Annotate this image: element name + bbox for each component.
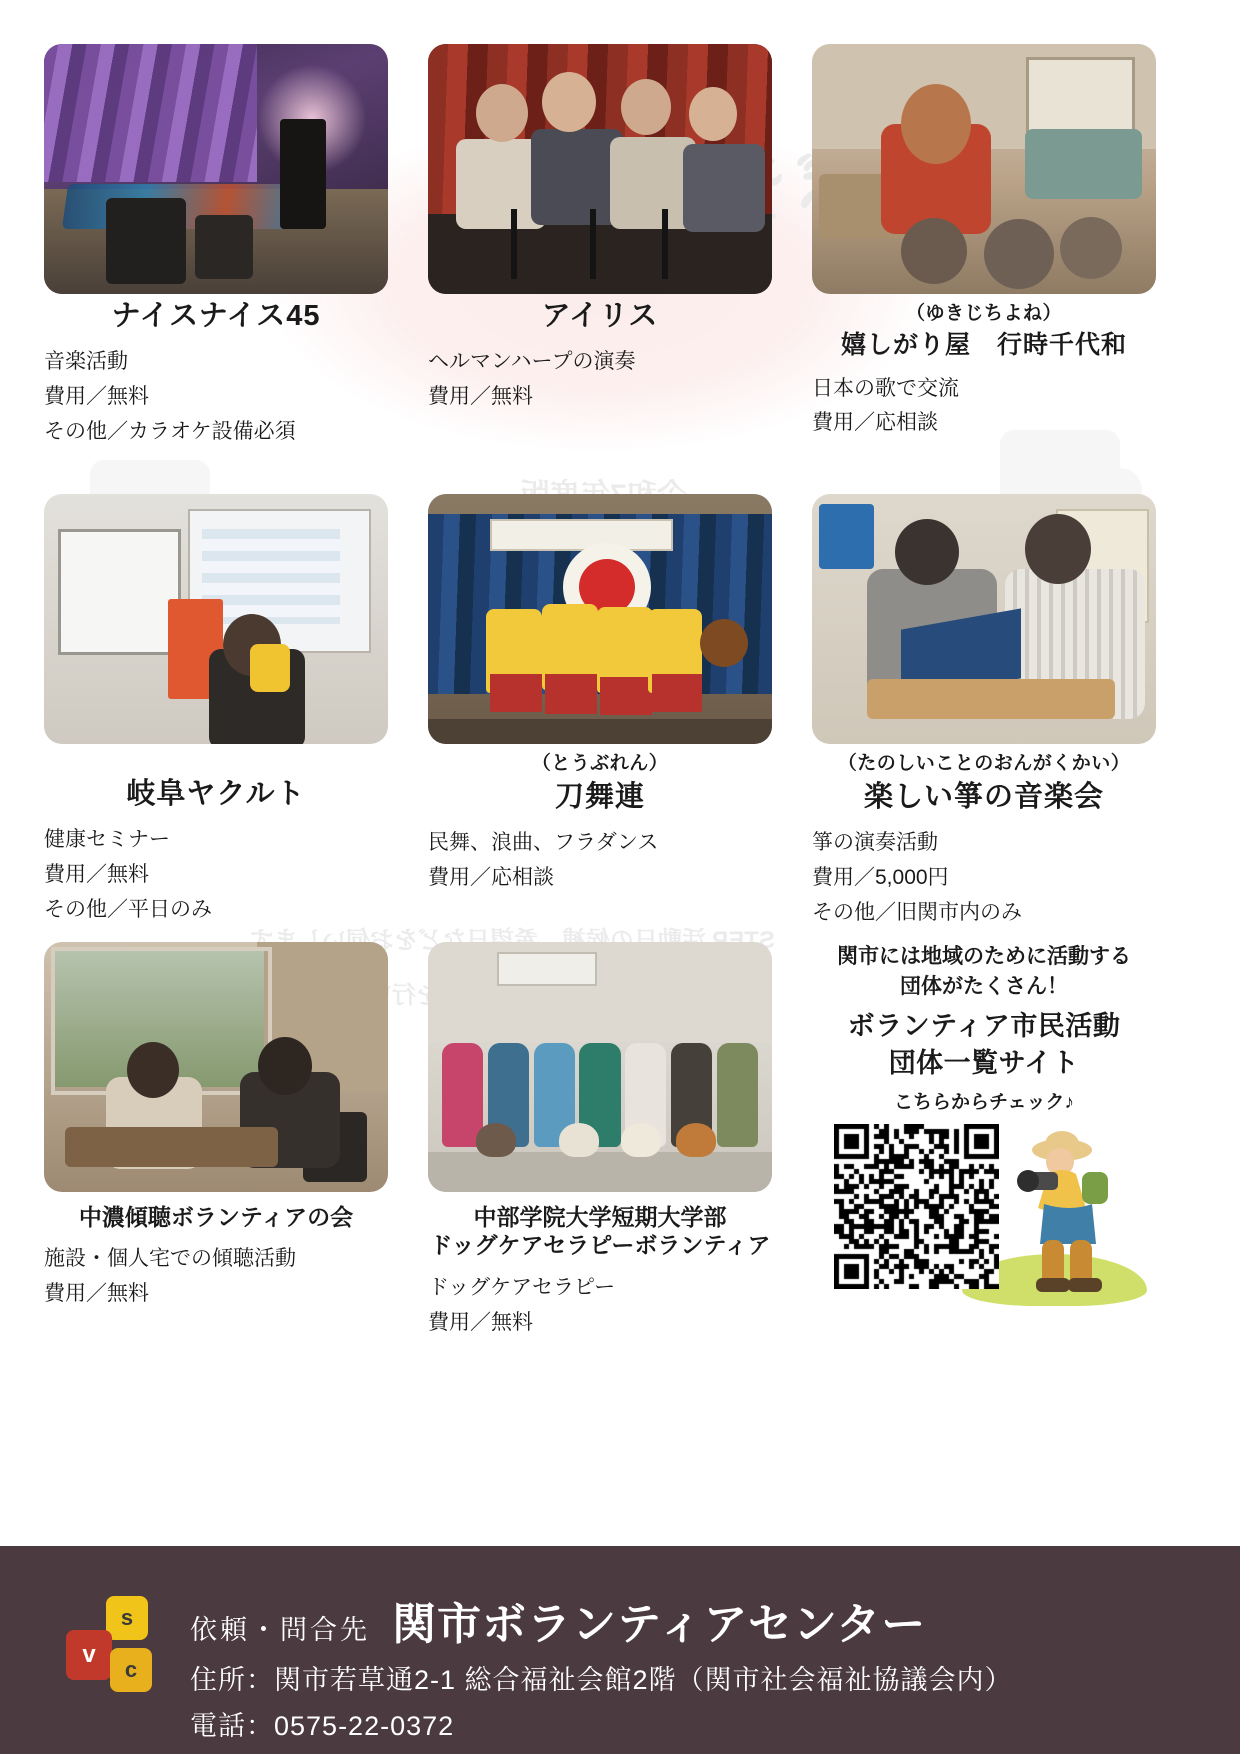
detail-line: その他／旧関市内のみ	[812, 900, 1022, 924]
promo-title-line-2: 団体一覧サイト	[888, 1047, 1080, 1078]
koto-music-photo	[812, 494, 1156, 744]
group-card	[428, 44, 772, 494]
promo-intro	[812, 942, 1156, 1003]
detail-line: その他／カラオケ設備必須	[44, 419, 296, 443]
group-card	[812, 44, 1156, 494]
detail-line: 音楽活動	[44, 350, 128, 374]
detail-line: 費用／無料	[428, 1310, 533, 1334]
detail-line: その他／平日のみ	[44, 897, 212, 921]
center-address: 住所：関市若草通2-1 総合福祉会館2階（関市社会福祉協議会内）	[190, 1665, 1013, 1695]
group-name: 中濃傾聴ボランティアの会	[78, 1204, 354, 1230]
hiker-illustration	[984, 1128, 1134, 1298]
health-seminar-photo	[44, 494, 388, 744]
detail-line: 費用／応相談	[428, 865, 554, 889]
detail-line: 費用／無料	[44, 384, 149, 408]
logo-piece-v: v	[66, 1630, 112, 1680]
harp-ensemble-photo	[428, 44, 772, 294]
group-details	[812, 372, 1156, 441]
detail-line: 施設・個人宅での傾聴活動	[44, 1247, 296, 1271]
stage-dance-photo	[428, 494, 772, 744]
promo-line-1: 関市には地域のために活動する	[837, 945, 1131, 968]
detail-line: 費用／無料	[428, 384, 533, 408]
group-name: 刀舞連	[554, 780, 645, 813]
group-name: ナイスナイス45	[111, 300, 321, 332]
promo-block	[812, 942, 1156, 1362]
group-details	[428, 345, 772, 414]
logo-piece-s: s	[106, 1596, 148, 1640]
contact-label: 依頼・問合先	[190, 1615, 370, 1645]
logo-piece-c: c	[110, 1648, 152, 1692]
group-card	[44, 494, 388, 942]
group-details	[428, 826, 772, 895]
group-card	[428, 494, 772, 942]
group-card	[812, 494, 1156, 942]
detail-line: 健康セミナー	[44, 828, 170, 852]
center-phone: 電話：0575-22-0372	[190, 1711, 455, 1741]
group-name: アイリス	[541, 300, 659, 332]
detail-line: 箏の演奏活動	[812, 831, 938, 855]
group-name-ruby: （たのしいことのおんがくかい）	[837, 753, 1131, 774]
singing-exchange-photo	[812, 44, 1156, 294]
group-card	[428, 942, 772, 1362]
promo-check-text: こちらからチェック♪	[894, 1092, 1074, 1114]
group-name: 楽しい箏の音楽会	[863, 780, 1104, 813]
detail-line: 費用／5,000円	[812, 865, 949, 889]
promo-line-2: 団体がたくさん！	[900, 975, 1068, 999]
detail-line: 民舞、浪曲、フラダンス	[428, 831, 659, 855]
group-name: 岐阜ヤクルト	[126, 778, 306, 810]
group-card	[44, 44, 388, 494]
promo-title-line-1: ボランティア市民活動	[847, 1010, 1121, 1041]
dog-therapy-photo	[428, 942, 772, 1192]
ghost-text-4: STEP 活動日の候補、希望日などをお伺いします	[250, 927, 775, 954]
group-details	[812, 826, 1156, 930]
group-name-line2: ドッグケアセラピーボランティア	[429, 1232, 771, 1259]
qr-code[interactable]	[834, 1124, 999, 1289]
group-details	[44, 1242, 388, 1311]
group-name: 嬉しがり屋 行時千代和	[840, 330, 1127, 359]
listening-volunteers-photo	[44, 942, 388, 1192]
group-details	[428, 1271, 772, 1340]
detail-line: 費用／無料	[44, 1282, 149, 1306]
detail-line: 費用／無料	[44, 862, 149, 886]
detail-line: 費用／応相談	[812, 411, 938, 435]
group-card	[44, 942, 388, 1362]
group-details	[44, 823, 388, 927]
detail-line: 日本の歌で交流	[812, 376, 959, 400]
detail-line: ヘルマンハープの演奏	[428, 350, 636, 374]
footer-contact-bar	[0, 1546, 1240, 1754]
group-details	[44, 345, 388, 449]
stage-karaoke-photo	[44, 44, 388, 294]
group-name-ruby: （ゆきじちよね）	[905, 303, 1062, 324]
group-name-line1: 中部学院大学短期大学部	[473, 1204, 727, 1230]
group-grid	[44, 44, 1196, 1362]
group-name-ruby: （とうぶれん）	[531, 753, 669, 774]
center-name: 関市ボランティアセンター	[392, 1600, 927, 1649]
detail-line: ドッグケアセラピー	[428, 1275, 616, 1299]
vsc-logo	[60, 1596, 156, 1700]
